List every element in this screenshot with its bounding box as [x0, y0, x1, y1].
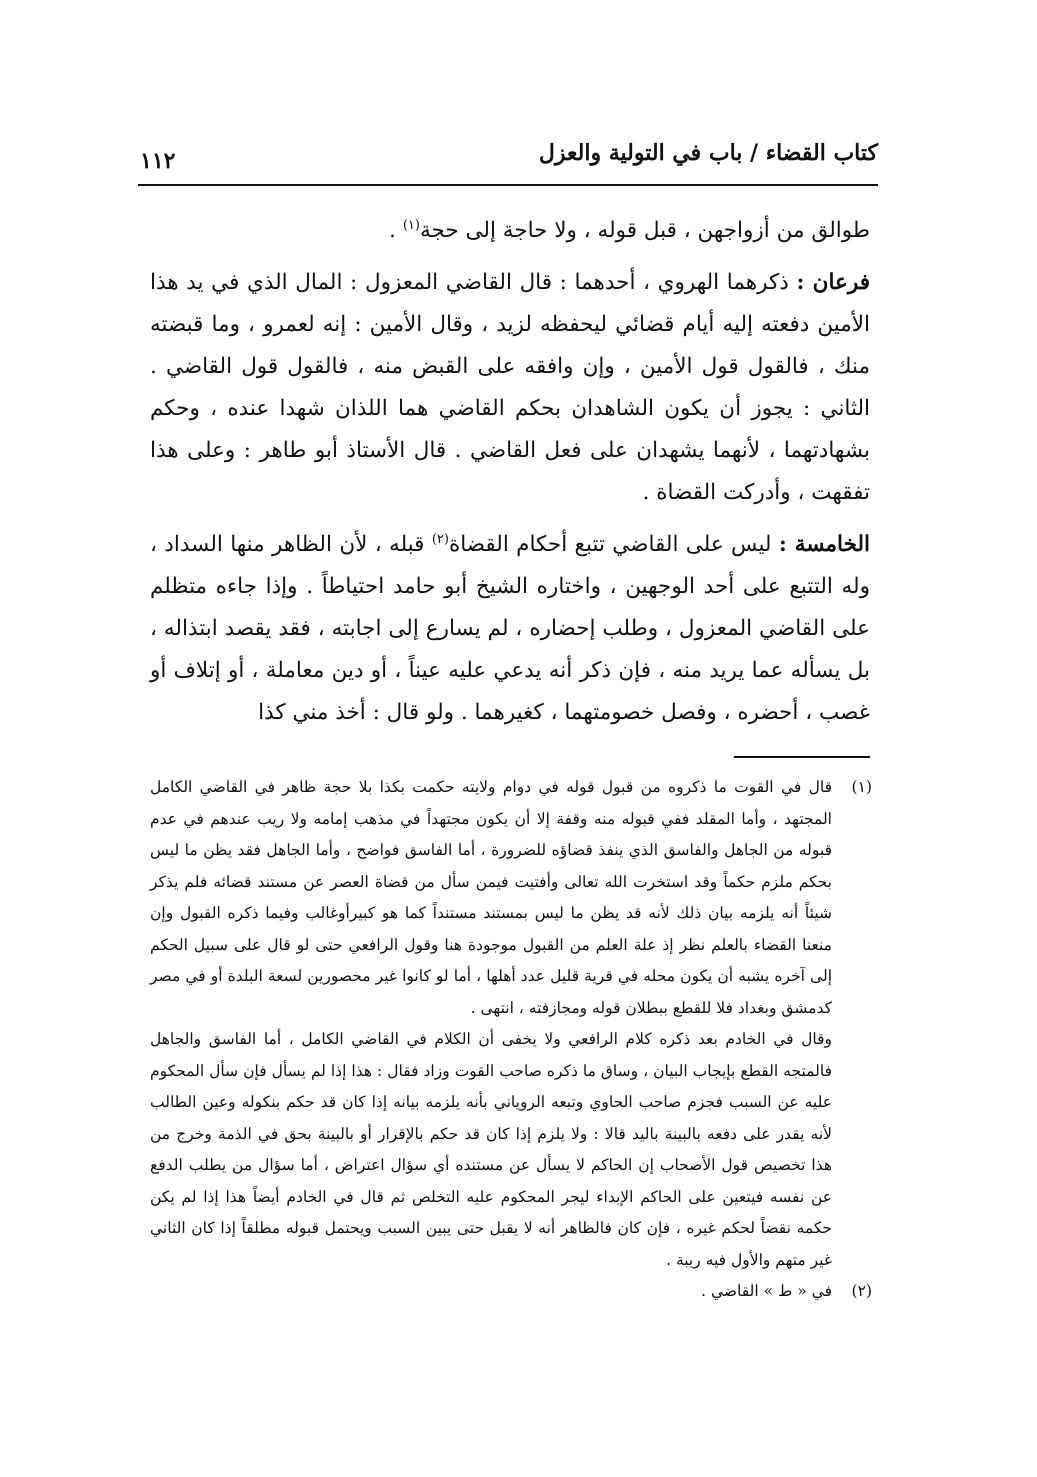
- paragraph-3-text-b: قبله ، لأن الظاهر منها السداد ، وله التتبع على أحد الوجهين ، واختاره الشيخ أبو حامد احتياطاً . وإذا جاءه متظلم على القاضي المعزول ، وطلب إحضاره ، لم يسارع إلى اجابته ، فقد يقصد ابتذاله ، بل يسأله عما يريد منه ، فإن ذكر أنه يدعي عليه عيناً ، أو دين معاملة ، أو إتلاف أو غصب ، أحضره ، وفصل خصومتهما ، كغيرهما . ولو قال : أخذ مني كذا: [150, 532, 870, 725]
- paragraph-3: [150, 524, 870, 734]
- paragraph-2-text: ذكرهما الهروي ، أحدهما : قال القاضي المعزول : المال الذي في يد هذا الأمين دفعته إليه أيام قضائي ليحفظه لزيد ، وقال الأمين : إنه لعمرو ، وما قبضته منك ، فالقول قول الأمين ، وإن وافقه على القبض منه ، فالقول قول القاضي . الثاني : يجوز أن يكون الشاهدان بحكم القاضي هما اللذان شهدا عنده ، وحكم بشهادتهما ، لأنهما يشهدان على فعل القاضي . قال الأستاذ أبو طاهر : وعلى هذا تفقهت ، وأدركت القضاة .: [150, 270, 870, 505]
- footnote-ref-2: (٢): [431, 531, 449, 547]
- footnote-1-marker: (١): [851, 778, 872, 796]
- footnote-ref-1: (١): [402, 217, 420, 233]
- paragraph-1: [150, 210, 870, 252]
- paragraph-2: [150, 262, 870, 514]
- footnote-2: [150, 1276, 872, 1308]
- paragraph-1-tail: .: [389, 218, 403, 243]
- footnote-separator: [734, 756, 870, 758]
- main-text: [150, 210, 870, 734]
- footnote-1-text: قال في القوت ما ذكروه من قبول قوله في دوام ولايته حكمت بكذا بلا حجة ظاهر في القاضي الكامل المجتهد ، وأما المقلد ففي قبوله منه وقفة إلا أن يكون مجتهداً في مذهب إمامه ولا ريب عندهم في عدم قبوله من الجاهل والفاسق الذي ينفذ قضاؤه للضرورة ، أما الفاسق فواضح ، وأما الجاهل فقد يظن ما ليس بحكم ملزم حكماً وقد استخرت الله تعالى وأفتيت فيمن سأل من قضاة العصر عن مستند قضائه فلم يذكر شيئاً أنه يلزمه بيان ذلك لأنه قد يظن ما ليس بمستند مستنداً كما هو كبيرأوغالب وفيما ذكره القبول وإن منعنا القضاء بالعلم نظر إذ علة العلم من القبول موجودة هنا وقول الرافعي حتى لو قال على سبيل الحكم إلى آخره يشبه أن يكون محله في قرية قليل عدد أهلها ، أما لو كانوا غير محصورين لسعة البلدة أو في مصر كدمشق وبغداد فلا للقطع ببطلان قوله ومجازفته ، انتهى .: [150, 778, 832, 1017]
- footnote-2-marker: (٢): [851, 1282, 872, 1300]
- page-number: ١١٢: [140, 148, 176, 174]
- paragraph-2-heading: فرعان :: [796, 270, 870, 295]
- page-header: [138, 136, 878, 186]
- paragraph-1-text: طوالق من أزواجهن ، قبل قوله ، ولا حاجة إلى حجة: [419, 218, 870, 243]
- footnote-2-text: في « ط » القاضي .: [701, 1282, 832, 1300]
- running-title: كتاب القضاء / باب في التولية والعزل: [538, 140, 878, 166]
- paragraph-3-heading: الخامسة :: [778, 532, 870, 557]
- footnotes: [150, 772, 872, 1308]
- paragraph-3-text-a: ليس على القاضي تتبع أحكام القضاة: [448, 532, 779, 557]
- footnote-1-continuation: وقال في الخادم بعد ذكره كلام الرافعي ولا يخفى أن الكلام في القاضي الكامل ، أما الفاسق والجاهل فالمتجه القطع بإيجاب البيان ، وساق ما ذكره صاحب القوت وزاد فقال : هذا إذا لم يسأل فإن سأل المحكوم عليه عن السبب فجزم صاحب الحاوي وتبعه الروياني بأنه يلزمه بيانه إذا كان قد حكم بنكوله وعين الطالب لأنه يقدر على دفعه بالبينة باليد قالا : ولا يلزم إذا كان قد حكم بالإقرار أو بالبينة بحق في الذمة وخرج من هذا تخصيص قول الأصحاب إن الحاكم لا يسأل عن مستنده أي سؤال اعتراض ، أما سؤال من يطلب الدفع عن نفسه فيتعين على الحاكم الإبداء ليجر المحكوم عليه التخلص ثم قال في الخادم أيضاً هذا إذا لم يكن حكمه نقضاً لحكم غيره ، فإن كان فالظاهر أنه لا يقبل حتى يبين السبب ويحتمل قبوله مطلقاً إذا كان الثاني غير متهم والأول فيه ريبة .: [150, 1030, 832, 1269]
- footnote-1: [150, 772, 872, 1024]
